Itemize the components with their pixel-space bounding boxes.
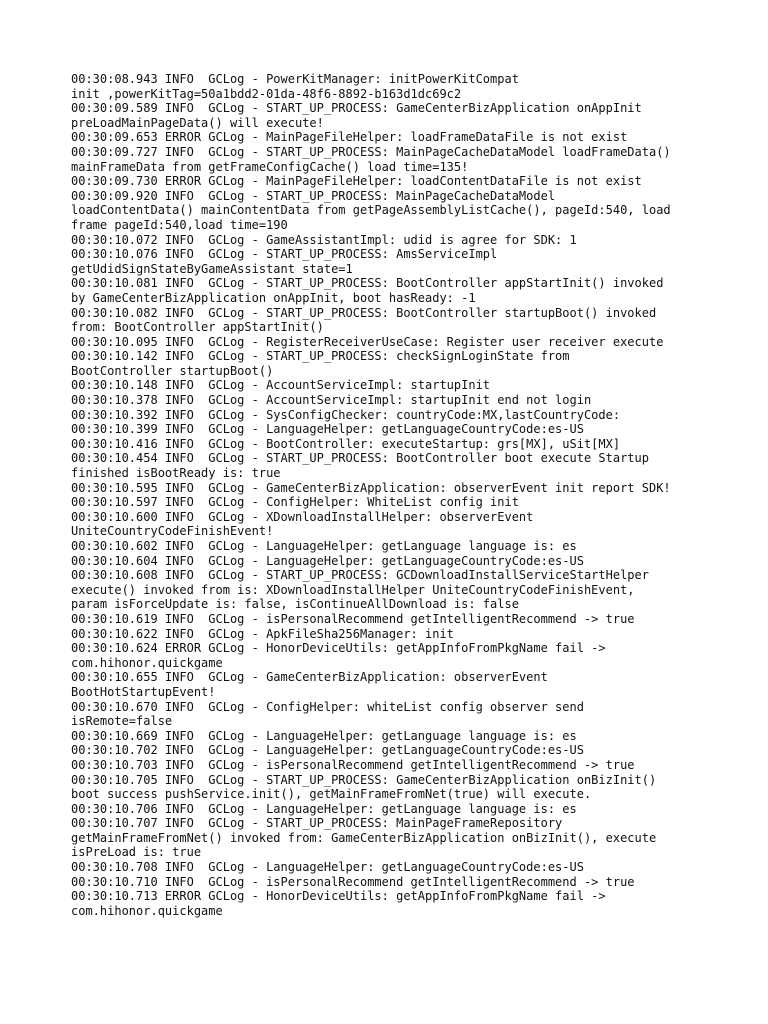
log-entry: 00:30:10.142 INFO GCLog - START_UP_PROCESS: checkSignLoginState from BootController startupBoot() bbox=[71, 349, 570, 378]
log-entry: 00:30:10.072 INFO GCLog - GameAssistantImpl: udid is agree for SDK: 1 bbox=[71, 232, 577, 247]
log-entry: 00:30:09.920 INFO GCLog - START_UP_PROCESS: MainPageCacheDataModel loadContentData() mainContentData from getPageAssemblyListCache(), pageId:540, load frame pageId:540,load time=190 bbox=[71, 188, 671, 232]
log-entry: 00:30:10.392 INFO GCLog - SysConfigChecker: countryCode:MX,lastCountryCode: bbox=[71, 407, 621, 422]
log-entry: 00:30:09.727 INFO GCLog - START_UP_PROCESS: MainPageCacheDataModel loadFrameData() mainFrameData from getFrameConfigCache() load time=135! bbox=[71, 144, 671, 174]
log-entry: 00:30:09.589 INFO GCLog - START_UP_PROCESS: GameCenterBizApplication onAppInit preLoadMainPageData() will execute! bbox=[71, 101, 642, 130]
log-entry: 00:30:10.600 INFO GCLog - XDownloadInstallHelper: observerEvent UniteCountryCodeFinishEvent! bbox=[71, 509, 534, 539]
log-entry: 00:30:10.624 ERROR GCLog - HonorDeviceUtils: getAppInfoFromPkgName fail -> com.hihonor.quickgame bbox=[71, 641, 606, 670]
log-entry: 00:30:10.702 INFO GCLog - LanguageHelper: getLanguageCountryCode:es-US bbox=[71, 743, 584, 758]
log-entry: 00:30:10.399 INFO GCLog - LanguageHelper: getLanguageCountryCode:es-US bbox=[71, 422, 584, 437]
log-entry: 00:30:10.707 INFO GCLog - START_UP_PROCESS: MainPageFrameRepository getMainFrameFromNet() invoked from: GameCenterBizApplication onBizInit(), execute isPreLoad is: true bbox=[71, 816, 657, 860]
log-entry: 00:30:10.148 INFO GCLog - AccountServiceImpl: startupInit bbox=[71, 378, 491, 393]
log-entry: 00:30:10.608 INFO GCLog - START_UP_PROCESS: GCDownloadInstallServiceStartHelper execute() invoked from is: XDownloadInstallHelper UniteCountryCodeFinishEvent, param isForceUpdate is: false, isContinueAllDownload is: false bbox=[71, 568, 649, 612]
log-entry: 00:30:10.597 INFO GCLog - ConfigHelper: WhiteList config init bbox=[71, 495, 519, 510]
log-entry: 00:30:10.604 INFO GCLog - LanguageHelper: getLanguageCountryCode:es-US bbox=[71, 553, 584, 568]
log-entry: 00:30:10.602 INFO GCLog - LanguageHelper: getLanguage language is: es bbox=[71, 539, 577, 553]
log-entry: 00:30:10.378 INFO GCLog - AccountServiceImpl: startupInit end not login bbox=[71, 393, 592, 408]
log-entry: 00:30:10.416 INFO GCLog - BootController: executeStartup: grs[MX], uSit[MX] bbox=[71, 436, 621, 451]
log-entry: 00:30:10.670 INFO GCLog - ConfigHelper: whiteList config observer send isRemote=false bbox=[71, 699, 584, 729]
log-entry: 00:30:10.454 INFO GCLog - START_UP_PROCESS: BootController boot execute Startup finished isBootReady is: true bbox=[71, 451, 649, 481]
log-entry: 00:30:09.730 ERROR GCLog - MainPageFileHelper: loadContentDataFile is not exist bbox=[71, 174, 642, 189]
log-entry: 00:30:10.710 INFO GCLog - isPersonalRecommend getIntelligentRecommend -> true bbox=[71, 874, 635, 889]
log-entry: 00:30:10.619 INFO GCLog - isPersonalRecommend getIntelligentRecommend -> true bbox=[71, 611, 635, 626]
log-entry: 00:30:10.076 INFO GCLog - START_UP_PROCESS: AmsServiceImpl getUdidSignStateByGameAssistant state=1 bbox=[71, 247, 498, 276]
log-entry: 00:30:10.595 INFO GCLog - GameCenterBizApplication: observerEvent init report SDK! bbox=[71, 480, 671, 495]
log-entry: 00:30:10.706 INFO GCLog - LanguageHelper: getLanguage language is: es bbox=[71, 801, 577, 816]
log-entry: 00:30:10.081 INFO GCLog - START_UP_PROCESS: BootController appStartInit() invoked by GameCenterBizApplication onAppInit, boot hasReady: -1 bbox=[71, 276, 664, 305]
log-entry: 00:30:10.713 ERROR GCLog - HonorDeviceUtils: getAppInfoFromPkgName fail -> com.hihonor.quickgame bbox=[71, 889, 606, 918]
log-entry: 00:30:10.095 INFO GCLog - RegisterReceiverUseCase: Register user receiver execute bbox=[71, 334, 664, 349]
log-entry: 00:30:10.703 INFO GCLog - isPersonalRecommend getIntelligentRecommend -> true bbox=[71, 757, 635, 772]
log-entry: 00:30:08.943 INFO GCLog - PowerKitManager: initPowerKitCompat init ,powerKitTag=50a1bdd2-01da-48f6-8892-b163d1dc69c2 bbox=[71, 72, 519, 101]
log-entry: 00:30:10.708 INFO GCLog - LanguageHelper: getLanguageCountryCode:es-US bbox=[71, 860, 584, 875]
log-entry: 00:30:09.653 ERROR GCLog - MainPageFileHelper: loadFrameDataFile is not exist bbox=[71, 130, 628, 145]
log-body bbox=[71, 72, 703, 918]
log-entry: 00:30:10.655 INFO GCLog - GameCenterBizApplication: observerEvent BootHotStartupEvent! bbox=[71, 670, 548, 699]
log-entry: 00:30:10.669 INFO GCLog - LanguageHelper: getLanguage language is: es bbox=[71, 728, 577, 743]
log-entry: 00:30:10.082 INFO GCLog - START_UP_PROCESS: BootController startupBoot() invoked from: BootController appStartInit() bbox=[71, 305, 657, 335]
log-entry: 00:30:10.705 INFO GCLog - START_UP_PROCESS: GameCenterBizApplication onBizInit() boot success pushService.init(), getMainFrameFromNet(true) will execute. bbox=[71, 772, 657, 802]
log-document bbox=[71, 72, 703, 918]
log-entry: 00:30:10.622 INFO GCLog - ApkFileSha256Manager: init bbox=[71, 626, 454, 641]
